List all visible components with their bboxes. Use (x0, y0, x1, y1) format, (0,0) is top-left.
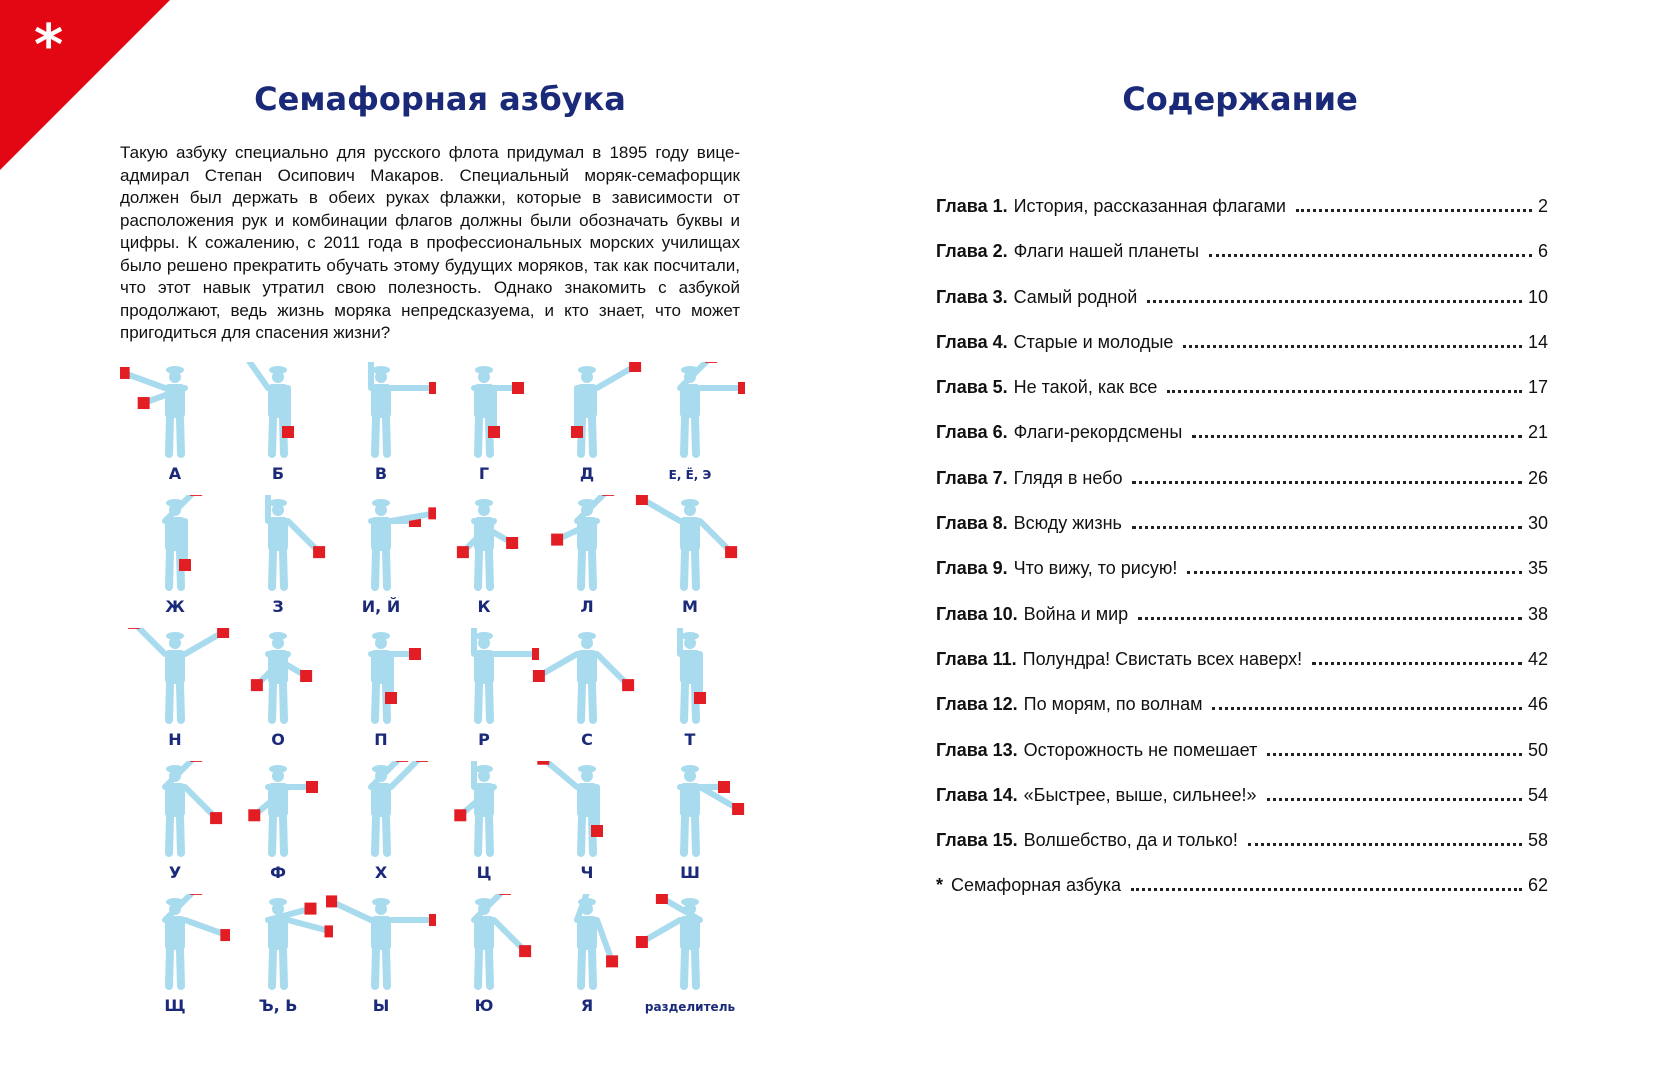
sailor-leg (695, 418, 696, 454)
semaphore-letter: Б (271, 464, 285, 483)
sailor-arm (288, 920, 325, 930)
sailor-arm (185, 635, 218, 654)
toc-leader-dots (1296, 209, 1532, 212)
semaphore-sign (326, 894, 436, 1034)
semaphore-flag-icon (248, 809, 260, 821)
sailor-leg (478, 551, 479, 587)
sailor-leg (272, 551, 273, 587)
page-title-semaphore: Семафорная азбука (254, 80, 626, 118)
semaphore-sign (326, 495, 436, 635)
sailor-arm (597, 920, 610, 956)
semaphore-sign (429, 761, 539, 901)
sailor-head (272, 637, 284, 649)
toc-leader-dots (1187, 571, 1522, 574)
semaphore-letter: Л (580, 597, 594, 616)
semaphore-letter: Г (478, 464, 490, 483)
sailor-leg (695, 817, 696, 853)
sailor-leg (375, 551, 376, 587)
semaphore-flag-icon (656, 894, 668, 904)
sailor-head (684, 504, 696, 516)
toc-page-number: 10 (1527, 286, 1548, 307)
toc-page-number: 38 (1527, 603, 1548, 624)
toc-chapter-label: Глава 10. (936, 603, 1018, 624)
toc-entry[interactable] (936, 422, 1548, 467)
toc-entry[interactable] (936, 694, 1548, 739)
sailor-leg (375, 950, 376, 986)
sailor-leg (478, 817, 479, 853)
semaphore-letter: Ц (476, 863, 492, 882)
toc-chapter-label: Глава 8. (936, 513, 1008, 534)
semaphore-flag-icon (591, 825, 603, 837)
semaphore-sign (223, 628, 333, 768)
semaphore-letter: У (168, 863, 182, 882)
asterisk-icon: * (936, 875, 944, 896)
semaphore-letter: А (168, 464, 182, 483)
sailor-leg (180, 950, 181, 986)
sailor-body (577, 650, 597, 684)
toc-chapter-label: Глава 12. (936, 694, 1018, 715)
toc-page-number: 26 (1527, 467, 1548, 488)
sailor-arm (544, 654, 577, 673)
toc-leader-dots (1183, 345, 1522, 348)
toc-page-number: 6 (1537, 241, 1548, 262)
page-title-contents: Содержание (1122, 80, 1358, 118)
sailor-arm (647, 920, 680, 939)
toc-page-number: 17 (1527, 377, 1548, 398)
semaphore-flag-icon (732, 803, 744, 815)
semaphore-flag-icon (718, 781, 730, 793)
sailor-leg (375, 817, 376, 853)
semaphore-letter: Щ (164, 996, 186, 1015)
toc-chapter-label: Глава 13. (936, 739, 1018, 760)
sailor-leg (272, 817, 273, 853)
toc-chapter-label: Глава 15. (936, 830, 1018, 851)
semaphore-sign (532, 362, 642, 502)
sailor-arm (597, 654, 624, 681)
toc-leader-dots (1267, 753, 1522, 756)
semaphore-sign (120, 362, 230, 502)
sailor-leg (684, 684, 685, 720)
semaphore-letter: Н (168, 730, 182, 749)
semaphore-sign (223, 761, 333, 901)
sailor-head (478, 504, 490, 516)
semaphore-sign (532, 628, 642, 768)
semaphore-flag-icon (636, 936, 648, 948)
semaphore-letter: Ш (680, 863, 700, 882)
semaphore-flag-icon (738, 382, 745, 394)
sailor-leg (581, 684, 582, 720)
semaphore-flag-icon (190, 761, 202, 762)
semaphore-flag-icon (416, 761, 428, 762)
toc-chapter-label: Глава 6. (936, 422, 1008, 443)
sailor-leg (180, 418, 181, 454)
sailor-head (684, 770, 696, 782)
toc-chapter-label: Глава 7. (936, 467, 1008, 488)
semaphore-letter: К (477, 597, 491, 616)
sailor-head (478, 637, 490, 649)
semaphore-sign (223, 894, 333, 1034)
semaphore-sign (532, 894, 642, 1034)
semaphore-letter: Ы (372, 996, 390, 1015)
sailor-leg (386, 551, 387, 587)
toc-leader-dots (1212, 707, 1522, 710)
toc-chapter-title: Волшебство, да и только! (1023, 830, 1238, 851)
sailor-leg (169, 418, 170, 454)
toc-leader-dots (1248, 843, 1522, 846)
sailor-head (375, 371, 387, 383)
sailor-leg (478, 684, 479, 720)
toc-chapter-label: Глава 11. (936, 648, 1017, 669)
sailor-arm (548, 763, 577, 787)
toc-chapter-title: Не такой, как все (1013, 377, 1158, 398)
toc-leader-dots (1132, 481, 1521, 484)
sailor-leg (272, 684, 273, 720)
toc-entry[interactable] (936, 649, 1548, 694)
toc-chapter-label: Глава 2. (936, 241, 1008, 262)
toc-page-number: 21 (1527, 422, 1548, 443)
sailor-head (375, 903, 387, 915)
sailor-leg (684, 950, 685, 986)
sailor-head (581, 770, 593, 782)
sailor-leg (478, 950, 479, 986)
sailor-leg (489, 684, 490, 720)
semaphore-letter: Я (580, 996, 594, 1015)
sailor-arm (647, 502, 680, 521)
sailor-head (684, 637, 696, 649)
semaphore-sign (120, 628, 230, 768)
semaphore-flag-icon (305, 903, 317, 915)
semaphore-flag-icon (179, 559, 191, 571)
sailor-head (581, 371, 593, 383)
asterisk-icon: * (34, 13, 64, 78)
semaphore-letter: И, Й (361, 597, 401, 616)
toc-leader-dots (1312, 662, 1522, 665)
toc-page-number: 46 (1527, 694, 1548, 715)
sailor-head (375, 504, 387, 516)
sailor-leg (489, 950, 490, 986)
toc-chapter-title: Всюду жизнь (1013, 513, 1122, 534)
semaphore-flag-icon (128, 628, 140, 629)
toc-entry[interactable] (936, 740, 1548, 785)
sailor-leg (180, 817, 181, 853)
sailor-leg (581, 551, 582, 587)
toc-page-number: 14 (1527, 331, 1548, 352)
toc-chapter-title: Что вижу, то рисую! (1013, 558, 1178, 579)
toc-leader-dots (1209, 254, 1532, 257)
sailor-arm (185, 787, 212, 814)
sailor-head (169, 371, 181, 383)
semaphore-flag-icon (499, 894, 511, 895)
sailor-leg (283, 684, 284, 720)
sailor-arm (138, 628, 165, 654)
sailor-head (272, 504, 284, 516)
semaphore-letter: Ю (474, 996, 494, 1015)
toc-page-number: 2 (1537, 196, 1548, 216)
semaphore-flag-icon (313, 546, 325, 558)
semaphore-letter: Ч (580, 863, 594, 882)
toc-entry-appendix[interactable] (936, 875, 1548, 920)
semaphore-flag-icon (519, 945, 531, 957)
semaphore-flag-icon (282, 426, 294, 438)
semaphore-letter: Ъ, Ь (258, 996, 298, 1015)
sailor-leg (489, 551, 490, 587)
semaphore-flag-icon (138, 397, 150, 409)
semaphore-letter: Т (684, 730, 696, 749)
semaphore-sign (326, 628, 436, 768)
semaphore-sign (429, 628, 539, 768)
sailor-body (474, 650, 494, 684)
toc-entry[interactable] (936, 830, 1548, 875)
semaphore-flag-icon (537, 761, 549, 765)
semaphore-sign (635, 495, 745, 635)
semaphore-letter: С (581, 730, 593, 749)
semaphore-letter: П (374, 730, 388, 749)
sailor-leg (375, 418, 376, 454)
semaphore-sign (326, 761, 436, 901)
semaphore-letter: Х (374, 863, 388, 882)
sailor-body (371, 916, 391, 950)
toc-page-number: 54 (1527, 784, 1548, 805)
toc-entry[interactable] (936, 513, 1548, 558)
toc-chapter-title: Семафорная азбука (951, 875, 1121, 896)
toc-page-number: 30 (1527, 513, 1548, 534)
sailor-leg (272, 950, 273, 986)
sailor-leg (386, 817, 387, 853)
semaphore-letter: М (682, 597, 698, 616)
sailor-head (581, 637, 593, 649)
semaphore-flag-icon (571, 426, 583, 438)
sailor-leg (375, 684, 376, 720)
semaphore-flag-icon (326, 895, 337, 907)
toc-entry[interactable] (936, 468, 1548, 513)
toc-leader-dots (1138, 617, 1522, 620)
sailor-arm (246, 362, 268, 388)
semaphore-flag-icon (190, 894, 202, 895)
semaphore-sign (120, 761, 230, 901)
toc-chapter-title: Полундра! Свистать всех наверх! (1022, 648, 1303, 669)
table-of-contents (936, 196, 1548, 921)
sailor-leg (169, 950, 170, 986)
semaphore-flag-icon (512, 382, 524, 394)
semaphore-letter: Ж (165, 597, 185, 616)
sailor-head (478, 770, 490, 782)
sailor-leg (283, 551, 284, 587)
semaphore-flag-icon (622, 679, 634, 691)
semaphore-sign (532, 761, 642, 901)
semaphore-sign (120, 495, 230, 635)
semaphore-sign (635, 894, 745, 1034)
toc-page-number: 42 (1527, 648, 1548, 669)
toc-leader-dots (1267, 798, 1522, 801)
semaphore-flag-icon (705, 362, 717, 363)
semaphore-flag-icon (251, 679, 263, 691)
sailor-arm (597, 369, 630, 388)
sailor-arm (337, 904, 371, 920)
toc-entry[interactable] (936, 332, 1548, 377)
sailor-body (268, 517, 288, 551)
sailor-arm (391, 514, 428, 521)
semaphore-sign (635, 628, 745, 768)
semaphore-sign (223, 362, 333, 502)
toc-chapter-title: По морям, по волнам (1023, 694, 1203, 715)
toc-leader-dots (1131, 888, 1522, 891)
toc-page-number: 58 (1527, 830, 1548, 851)
sailor-body (165, 650, 185, 684)
toc-leader-dots (1167, 390, 1522, 393)
semaphore-letter: З (272, 597, 284, 616)
toc-leader-dots (1192, 435, 1522, 438)
sailor-leg (180, 684, 181, 720)
intro-paragraph: Такую азбуку специально для русского флота придумал в 1895 году вице-адмирал Степан Осипович Макаров. Специальный моряк-семафорщик должен был держать в обеих руках флажки, которые в зависимости от расположения рук и комбинации флагов должны были обозначать буквы и цифры. К сожалению, с 2011 года в профессиональных морских училищах было решено прекратить обучать этому будущих моряков, так как посчитали, что этот навык утратил свою полезность. Однако знакомить с азбукой продолжают, ведь жизнь моряка непредсказуема, и кто знает, что может пригодиться для спасения жизни? (120, 143, 740, 342)
semaphore-flag-icon (488, 426, 500, 438)
sailor-body (371, 384, 391, 418)
toc-entry[interactable] (936, 287, 1548, 332)
toc-chapter-title: Осторожность не помешает (1023, 739, 1258, 760)
toc-chapter-label: Глава 4. (936, 331, 1008, 352)
semaphore-sign (429, 495, 539, 635)
semaphore-sign (429, 362, 539, 502)
sailor-leg (592, 418, 593, 454)
sailor-leg (489, 817, 490, 853)
sailor-leg (386, 418, 387, 454)
semaphore-letter: Е, Ё, Э (668, 468, 712, 482)
sailor-leg (684, 551, 685, 587)
sailor-leg (592, 684, 593, 720)
toc-entry[interactable] (936, 604, 1548, 649)
semaphore-flag-icon (385, 692, 397, 704)
sailor-body (680, 517, 700, 551)
semaphore-letter: разделитель (644, 1000, 736, 1014)
toc-chapter-label: Глава 14. (936, 784, 1018, 805)
semaphore-flag-icon (533, 670, 545, 682)
sailor-leg (272, 418, 273, 454)
semaphore-flag-icon (190, 495, 202, 496)
toc-chapter-label: Глава 5. (936, 377, 1008, 398)
semaphore-letter: Ф (270, 863, 286, 882)
semaphore-flag-icon (636, 495, 648, 505)
toc-chapter-title: Самый родной (1013, 286, 1138, 307)
semaphore-flag-icon (454, 809, 466, 821)
toc-leader-dots (1147, 300, 1522, 303)
toc-chapter-label: Глава 9. (936, 558, 1008, 579)
sailor-leg (684, 418, 685, 454)
sailor-arm (494, 920, 521, 947)
toc-chapter-title: Война и мир (1023, 603, 1129, 624)
toc-entry[interactable] (936, 241, 1548, 286)
semaphore-flag-icon (606, 955, 618, 967)
sailor-leg (386, 950, 387, 986)
semaphore-sign (635, 362, 745, 502)
sailor-leg (592, 950, 593, 986)
sailor-arm (129, 375, 165, 388)
toc-page-number: 62 (1527, 875, 1548, 896)
sailor-head (478, 371, 490, 383)
semaphore-letter: Д (579, 464, 595, 483)
sailor-leg (283, 817, 284, 853)
sailor-arm (700, 521, 727, 548)
semaphore-sign (326, 362, 436, 502)
sailor-head (375, 637, 387, 649)
sailor-leg (695, 551, 696, 587)
sailor-leg (695, 950, 696, 986)
sailor-leg (169, 551, 170, 587)
toc-entry[interactable] (936, 785, 1548, 830)
semaphore-letter: О (271, 730, 285, 749)
semaphore-flag-icon (300, 670, 312, 682)
sailor-leg (684, 817, 685, 853)
semaphore-sign (429, 894, 539, 1034)
sailor-leg (581, 950, 582, 986)
semaphore-flag-icon (306, 781, 318, 793)
toc-chapter-title: Старые и молодые (1013, 331, 1174, 352)
toc-entry[interactable] (936, 196, 1548, 241)
toc-chapter-label: Глава 3. (936, 286, 1008, 307)
semaphore-flag-icon (551, 534, 563, 546)
sailor-arm (185, 920, 221, 933)
sailor-head (272, 371, 284, 383)
toc-chapter-title: История, рассказанная флагами (1013, 196, 1286, 216)
semaphore-flag-icon (725, 546, 737, 558)
toc-chapter-title: Глядя в небо (1013, 467, 1123, 488)
semaphore-flag-icon (409, 648, 421, 660)
semaphore-alphabet-grid (120, 362, 780, 1042)
sailor-body (577, 916, 597, 950)
sailor-head (169, 637, 181, 649)
sailor-leg (478, 418, 479, 454)
sailor-leg (581, 817, 582, 853)
sailor-leg (592, 551, 593, 587)
semaphore-sign (635, 761, 745, 901)
semaphore-flag-icon (396, 761, 408, 762)
sailor-leg (169, 817, 170, 853)
semaphore-sign (120, 894, 230, 1034)
toc-entry[interactable] (936, 377, 1548, 422)
toc-leader-dots (1132, 526, 1522, 529)
semaphore-flag-icon (506, 537, 518, 549)
toc-chapter-title: Флаги-рекордсмены (1013, 422, 1183, 443)
semaphore-letter: Р (478, 730, 490, 749)
toc-entry[interactable] (936, 558, 1548, 603)
semaphore-sign (223, 495, 333, 635)
semaphore-flag-icon (602, 495, 614, 496)
semaphore-sign (532, 495, 642, 635)
semaphore-flag-icon (457, 546, 469, 558)
sailor-arm (288, 521, 315, 548)
sailor-head (272, 770, 284, 782)
semaphore-letter: В (374, 464, 388, 483)
sailor-leg (283, 950, 284, 986)
sailor-leg (169, 684, 170, 720)
semaphore-flag-icon (694, 692, 706, 704)
toc-page-number: 35 (1527, 558, 1548, 579)
toc-page-number: 50 (1527, 739, 1548, 760)
semaphore-flag-icon (210, 812, 222, 824)
semaphore-flag-icon (120, 367, 130, 379)
toc-chapter-title: Флаги нашей планеты (1013, 241, 1200, 262)
toc-chapter-label: Глава 1. (936, 196, 1008, 216)
toc-chapter-title: «Быстрее, выше, сильнее!» (1023, 784, 1257, 805)
